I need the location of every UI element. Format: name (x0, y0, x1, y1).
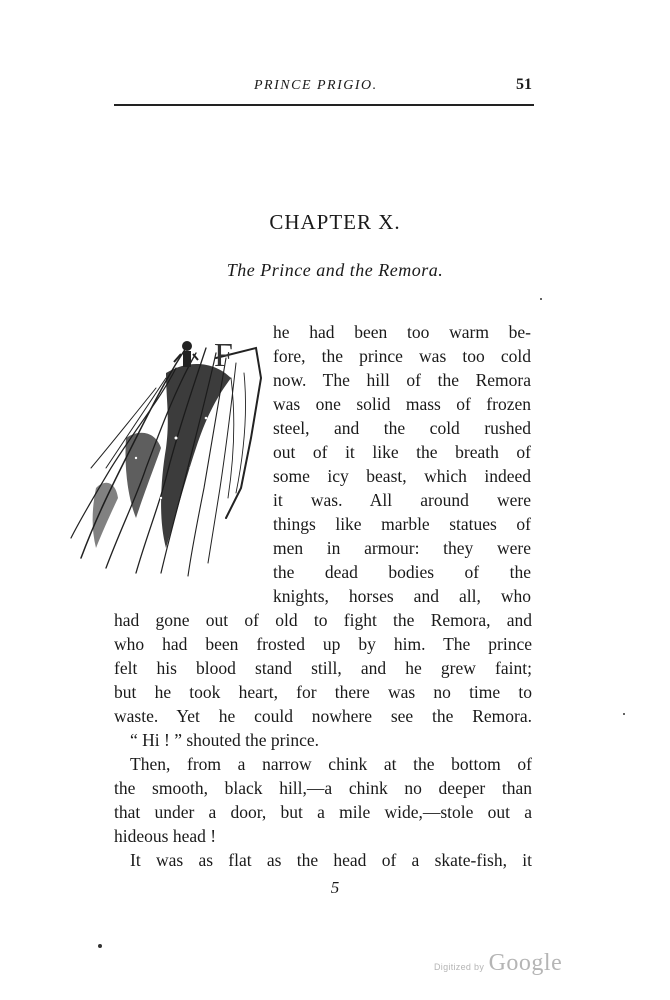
text-line: was one solid mass of frozen (273, 394, 531, 414)
text-line: It was as flat as the head of a skate-fish, it (130, 850, 532, 870)
text-line: now. The hill of the Remora (273, 370, 531, 390)
text-line: he had been too warm be- (273, 322, 531, 342)
print-speck (623, 713, 625, 715)
watermark-prefix: Digitized by (434, 962, 485, 972)
drop-cap-letter: F (214, 337, 233, 374)
text-line: had gone out of old to fight the Remora, and (114, 610, 532, 630)
text-line: out of it like the breath of (273, 442, 531, 462)
text-line: it was. All around were (273, 490, 531, 510)
text-line: the smooth, black hill,—a chink no deeper than (114, 778, 532, 798)
print-speck (540, 298, 542, 300)
header-rule (114, 104, 534, 106)
chapter-title: CHAPTER X. (269, 210, 401, 234)
drop-cap-illustration (66, 318, 266, 578)
watermark-brand: Google (488, 950, 563, 976)
running-head (114, 76, 534, 104)
text-line: men in armour: they were (273, 538, 531, 558)
drop-cap-illustration-icon (66, 318, 266, 578)
text-line: but he took heart, for there was no time to (114, 682, 532, 702)
text-line: “ Hi ! ” shouted the prince. (130, 730, 320, 750)
text-line: knights, horses and all, who (273, 586, 531, 606)
running-title: PRINCE PRIGIO. (254, 78, 378, 93)
text-line: hideous head ! (114, 826, 217, 846)
text-line: fore, the prince was too cold (273, 346, 531, 366)
chapter-subtitle: The Prince and the Remora. (226, 260, 444, 280)
text-line: some icy beast, which indeed (273, 466, 531, 486)
text-line: things like marble statues of (273, 514, 531, 534)
signature-mark: 5 (330, 878, 340, 897)
page-folio: 51 (516, 76, 532, 93)
text-line: Then, from a narrow chink at the bottom of (130, 754, 532, 774)
text-line: the dead bodies of the (273, 562, 531, 582)
text-line: steel, and the cold rushed (273, 418, 531, 438)
text-line: who had been frosted up by him. The prince (114, 634, 532, 654)
print-speck (98, 944, 102, 948)
text-line: waste. Yet he could nowhere see the Remora. (114, 706, 532, 726)
text-line: felt his blood stand still, and he grew faint; (114, 658, 532, 678)
text-line: that under a door, but a mile wide,—stole out a (114, 802, 532, 822)
digitized-watermark (434, 950, 562, 977)
